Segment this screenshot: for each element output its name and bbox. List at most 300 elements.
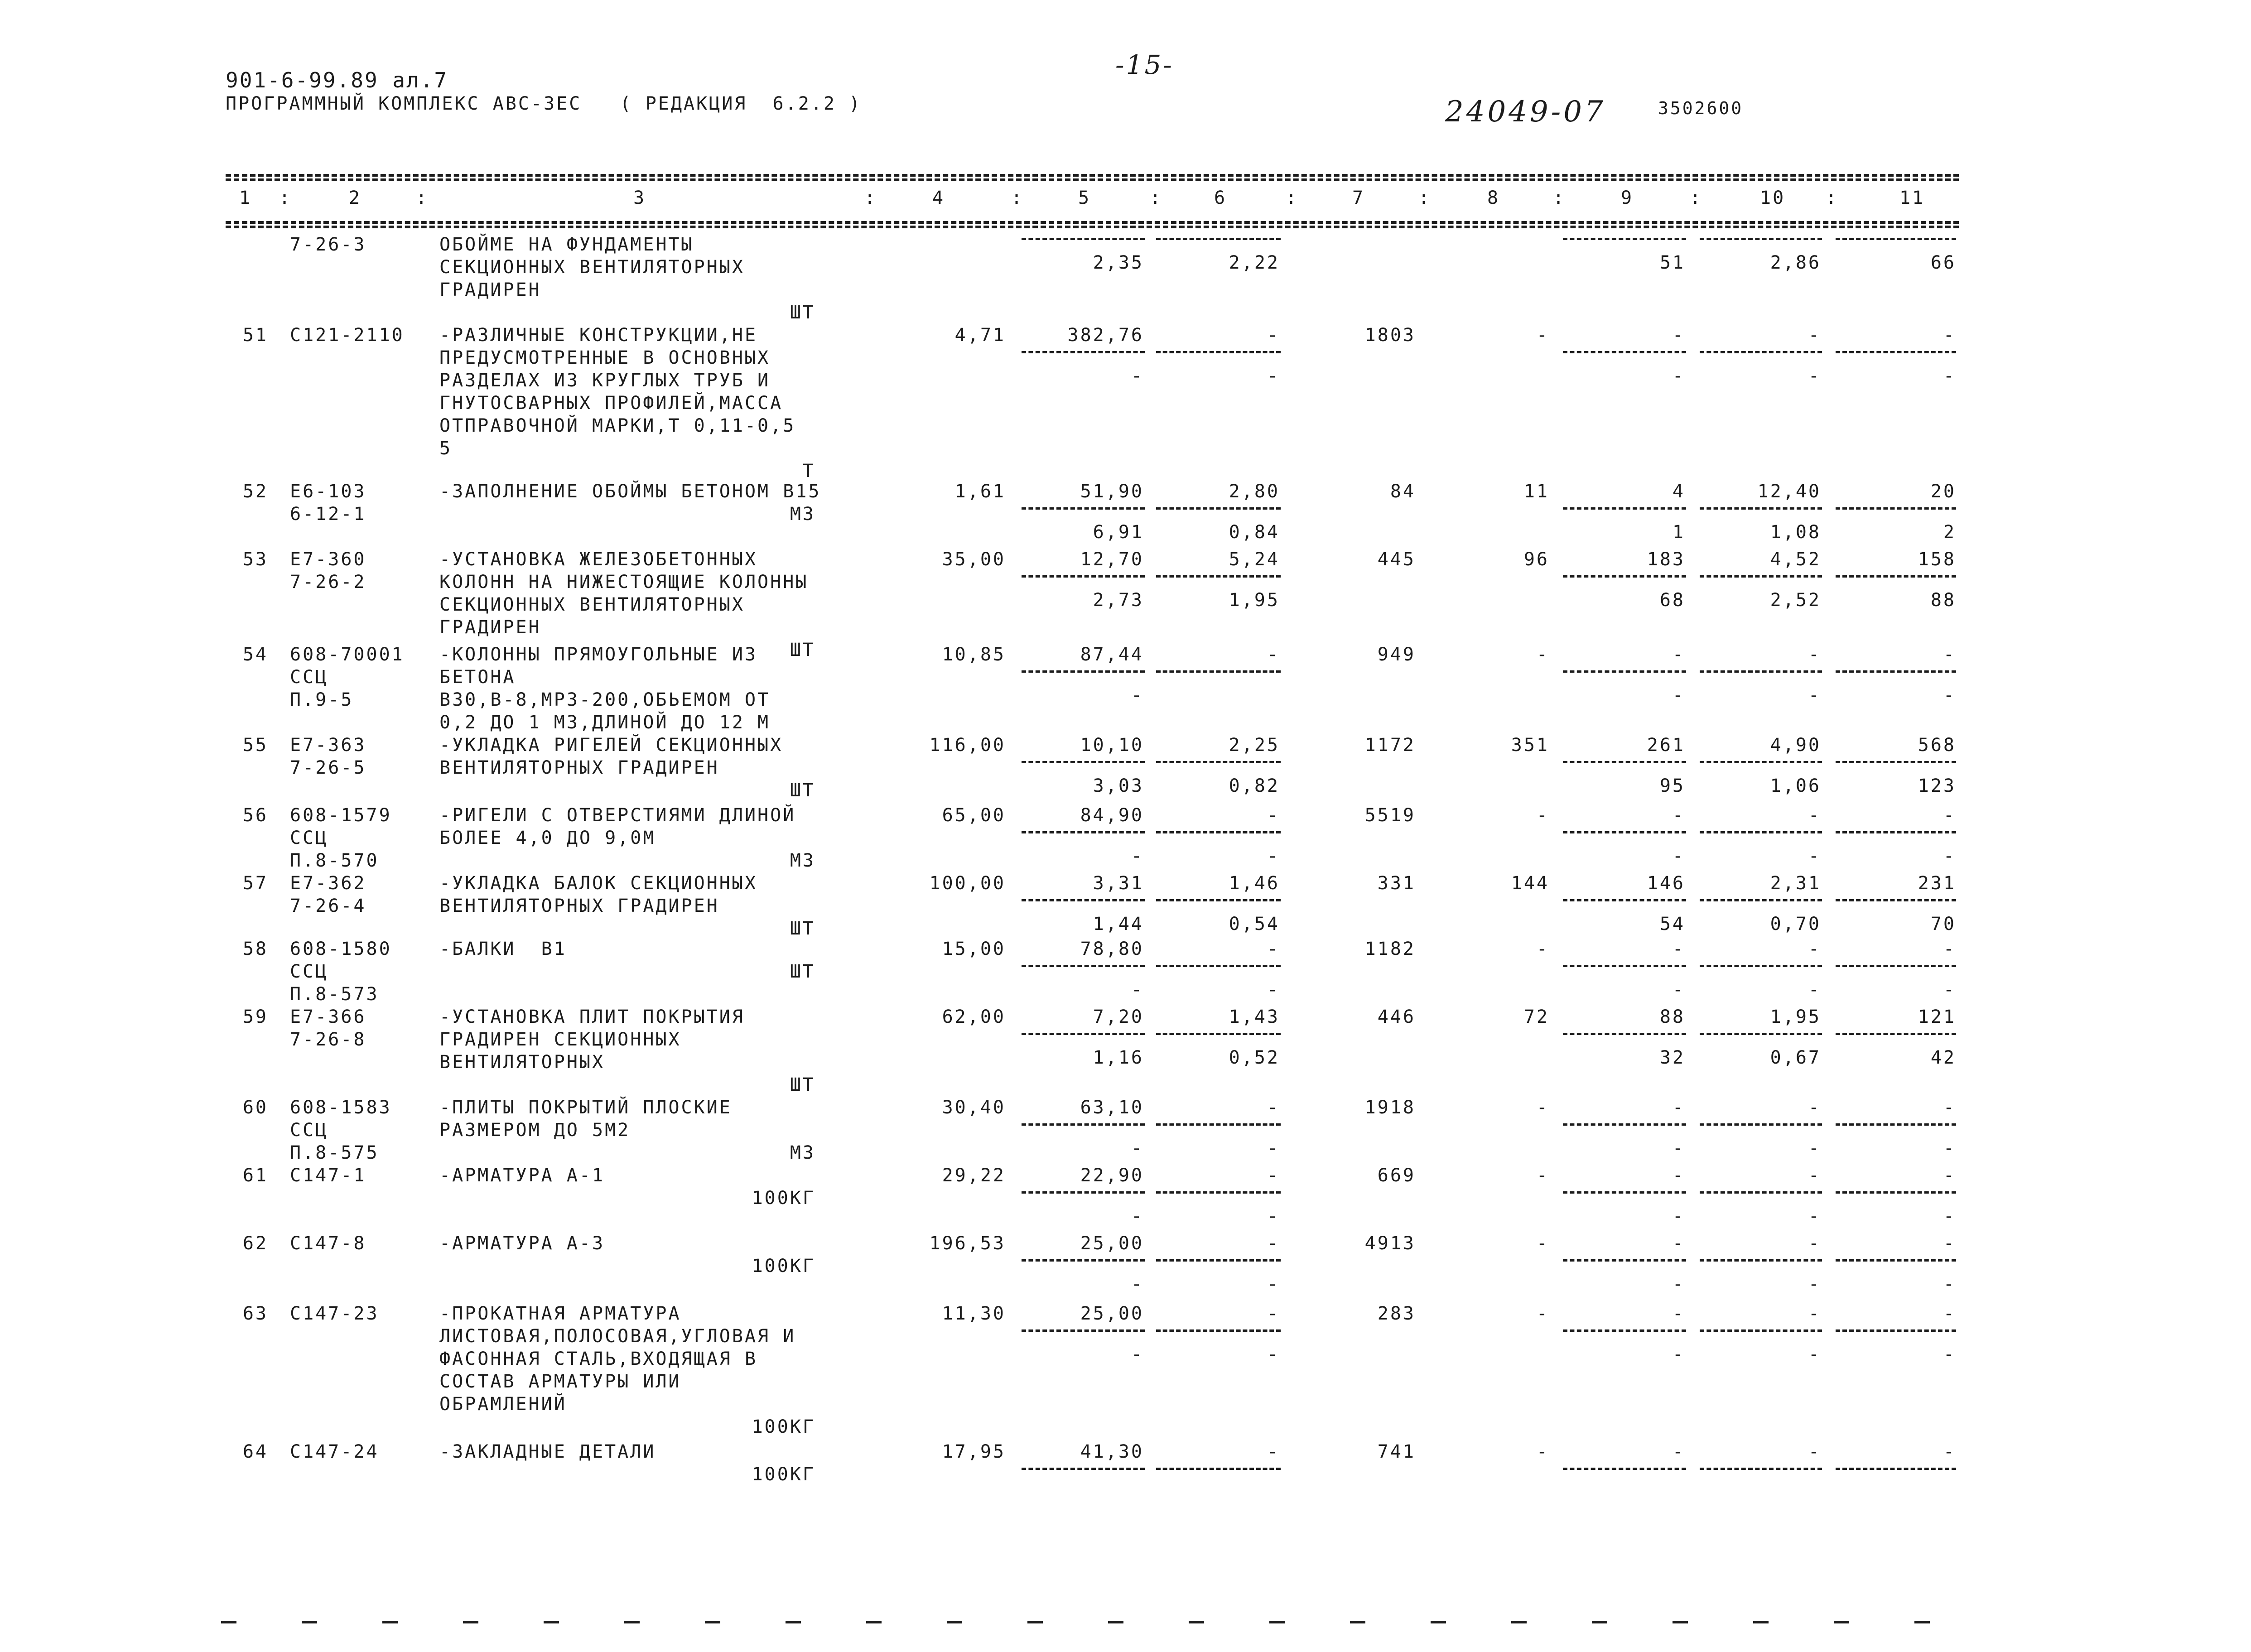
cell-c10-lower: 0,70 bbox=[1770, 914, 1821, 934]
fraction-rule bbox=[1156, 1123, 1281, 1126]
work-description: -ПЛИТЫ ПОКРЫТИЙ ПЛОСКИЕ bbox=[439, 1097, 732, 1118]
cell-c11-lower: 42 bbox=[1930, 1047, 1956, 1068]
cell-c9-upper: - bbox=[1672, 1441, 1685, 1462]
fraction-rule bbox=[1836, 507, 1956, 510]
cell-c5-lower: - bbox=[1131, 979, 1144, 1000]
fraction-rule bbox=[1022, 1259, 1145, 1262]
price-code: С121-2110 bbox=[290, 325, 405, 346]
cell-c8: - bbox=[1536, 1441, 1549, 1462]
price-code: 7-26-5 bbox=[290, 757, 366, 778]
cell-c4: 10,85 bbox=[942, 644, 1006, 665]
work-description: СОСТАВ АРМАТУРЫ ИЛИ bbox=[439, 1371, 681, 1392]
footer-dash-mark bbox=[1027, 1621, 1043, 1623]
fraction-rule bbox=[1836, 965, 1956, 967]
work-description: ФАСОННАЯ СТАЛЬ,ВХОДЯЩАЯ В bbox=[439, 1349, 758, 1369]
cell-c5-upper: 84,90 bbox=[1080, 805, 1144, 826]
cell-c5-lower: 1,44 bbox=[1093, 914, 1144, 934]
cell-c8: - bbox=[1536, 644, 1549, 665]
fraction-rule bbox=[1563, 351, 1686, 353]
unit-of-measure: ШТ bbox=[790, 640, 815, 660]
cell-c11-lower: - bbox=[1943, 979, 1956, 1000]
footer-dash-mark bbox=[544, 1621, 559, 1623]
cell-c6-upper: - bbox=[1267, 1233, 1280, 1254]
fraction-rule bbox=[1156, 351, 1281, 353]
cell-c11-upper: 20 bbox=[1930, 481, 1956, 502]
unit-of-measure: ШТ bbox=[790, 918, 815, 939]
cell-c9-upper: 88 bbox=[1659, 1007, 1685, 1027]
cell-c5-lower: - bbox=[1131, 1274, 1144, 1295]
cell-c11-lower: - bbox=[1943, 366, 1956, 386]
footer-dash-mark bbox=[866, 1621, 882, 1623]
cell-c9-lower: - bbox=[1672, 846, 1685, 867]
cell-c10-upper: - bbox=[1808, 1441, 1821, 1462]
fraction-rule bbox=[1700, 1329, 1822, 1332]
cell-c6-upper: - bbox=[1267, 939, 1280, 959]
cell-c11-lower: - bbox=[1943, 846, 1956, 867]
row-number: 62 bbox=[242, 1233, 268, 1254]
price-code: Е7-362 bbox=[290, 873, 366, 894]
cell-c11-lower: - bbox=[1943, 1206, 1956, 1227]
cell-c11-upper: - bbox=[1943, 1441, 1956, 1462]
footer-dash-mark bbox=[1350, 1621, 1365, 1623]
fraction-rule bbox=[1022, 507, 1145, 510]
cell-c10-upper: 1,95 bbox=[1770, 1007, 1821, 1027]
fraction-rule bbox=[1836, 899, 1956, 901]
column-header-2: 2 bbox=[349, 188, 362, 208]
cell-c6-upper: 1,43 bbox=[1229, 1007, 1280, 1027]
fraction-rule bbox=[1022, 670, 1145, 673]
cell-c6-upper: - bbox=[1267, 325, 1280, 346]
cell-c5-lower: - bbox=[1131, 1138, 1144, 1159]
work-description: СЕКЦИОННЫХ ВЕНТИЛЯТОРНЫХ bbox=[439, 594, 745, 615]
price-code: ССЦ bbox=[290, 667, 328, 688]
work-description: БЕТОНА bbox=[439, 667, 516, 688]
header-rule-bottom-2 bbox=[226, 226, 1959, 228]
work-description: ГРАДИРЕН СЕКЦИОННЫХ bbox=[439, 1029, 681, 1050]
cell-c11-upper: - bbox=[1943, 644, 1956, 665]
cell-c9-lower: - bbox=[1672, 1138, 1685, 1159]
column-header-10: 10 bbox=[1760, 188, 1786, 208]
cell-c9-lower: - bbox=[1672, 1274, 1685, 1295]
cell-c8: - bbox=[1536, 1303, 1549, 1324]
column-header-9: 9 bbox=[1621, 188, 1634, 208]
work-description: СЕКЦИОННЫХ ВЕНТИЛЯТОРНЫХ bbox=[439, 257, 745, 278]
fraction-rule bbox=[1700, 1468, 1822, 1470]
work-description: ЛИСТОВАЯ,ПОЛОСОВАЯ,УГЛОВАЯ И bbox=[439, 1326, 796, 1347]
cell-c6-upper: 1,46 bbox=[1229, 873, 1280, 894]
column-header-11: 11 bbox=[1899, 188, 1925, 208]
footer-dash-mark bbox=[1914, 1621, 1930, 1623]
cell-c9-lower: 54 bbox=[1659, 914, 1685, 934]
fraction-rule bbox=[1836, 1468, 1956, 1470]
work-description: ОБОЙМЕ НА ФУНДАМЕНТЫ bbox=[439, 234, 694, 255]
cell-c7: 1172 bbox=[1364, 735, 1416, 756]
row-number: 54 bbox=[242, 644, 268, 665]
cell-c10-lower: - bbox=[1808, 979, 1821, 1000]
fraction-rule bbox=[1563, 1468, 1686, 1470]
cell-c6-lower: 0,82 bbox=[1229, 775, 1280, 796]
cell-c6-upper: 2,25 bbox=[1229, 735, 1280, 756]
cell-c5-lower: 1,16 bbox=[1093, 1047, 1144, 1068]
header-rule-top-2 bbox=[226, 178, 1959, 181]
work-description: БОЛЕЕ 4,0 ДО 9,0М bbox=[439, 828, 656, 848]
column-separator: : bbox=[1690, 188, 1703, 208]
cell-c5-upper: 87,44 bbox=[1080, 644, 1144, 665]
stamp-code: 3502600 bbox=[1658, 98, 1744, 118]
fraction-rule bbox=[1700, 351, 1822, 353]
cell-c6-upper: 5,24 bbox=[1229, 549, 1280, 570]
fraction-rule bbox=[1700, 1033, 1822, 1035]
row-number: 57 bbox=[242, 873, 268, 894]
cell-c11-upper: 231 bbox=[1918, 873, 1956, 894]
cell-c9-lower: 51 bbox=[1659, 252, 1685, 273]
cell-c9-lower: - bbox=[1672, 979, 1685, 1000]
cell-c10-lower: 1,06 bbox=[1770, 775, 1821, 796]
price-code: 608-70001 bbox=[290, 644, 405, 665]
cell-c6-lower: 0,52 bbox=[1229, 1047, 1280, 1068]
cell-c11-upper: 568 bbox=[1918, 735, 1956, 756]
work-description: ГНУТОСВАРНЫХ ПРОФИЛЕЙ,МАССА bbox=[439, 393, 783, 414]
price-code: Е7-363 bbox=[290, 735, 366, 756]
fraction-rule bbox=[1700, 238, 1822, 240]
fraction-rule bbox=[1022, 1191, 1145, 1194]
footer-dash-mark bbox=[947, 1621, 962, 1623]
cell-c5-upper: 41,30 bbox=[1080, 1441, 1144, 1462]
work-description: -ПРОКАТНАЯ АРМАТУРА bbox=[439, 1303, 681, 1324]
cell-c4: 196,53 bbox=[929, 1233, 1006, 1254]
fraction-rule bbox=[1563, 1033, 1686, 1035]
row-number: 63 bbox=[242, 1303, 268, 1324]
cell-c9-upper: - bbox=[1672, 1165, 1685, 1186]
cell-c6-lower: 1,95 bbox=[1229, 590, 1280, 611]
fraction-rule bbox=[1022, 831, 1145, 833]
cell-c9-upper: - bbox=[1672, 805, 1685, 826]
work-description: РАЗДЕЛАХ ИЗ КРУГЛЫХ ТРУБ И bbox=[439, 370, 771, 391]
work-description: 5 bbox=[439, 438, 453, 459]
price-code: ССЦ bbox=[290, 828, 328, 848]
work-description: -ЗАПОЛНЕНИЕ ОБОЙМЫ БЕТОНОМ В15 bbox=[439, 481, 821, 502]
cell-c7: 741 bbox=[1377, 1441, 1416, 1462]
cell-c9-lower: 1 bbox=[1672, 522, 1685, 543]
cell-c6-lower: - bbox=[1267, 1344, 1280, 1365]
cell-c11-lower: 66 bbox=[1930, 252, 1956, 273]
column-header-3: 3 bbox=[633, 188, 646, 208]
cell-c11-upper: 158 bbox=[1918, 549, 1956, 570]
work-description: ОТПРАВОЧНОЙ МАРКИ,Т 0,11-0,5 bbox=[439, 415, 796, 436]
price-code: 6-12-1 bbox=[290, 504, 366, 525]
cell-c6-upper: - bbox=[1267, 644, 1280, 665]
price-code: П.9-5 bbox=[290, 689, 354, 710]
document-code: 901-6-99.89 ал.7 bbox=[226, 68, 448, 92]
cell-c11-upper: - bbox=[1943, 1233, 1956, 1254]
price-code: С147-8 bbox=[290, 1233, 366, 1254]
work-description: -УСТАНОВКА ПЛИТ ПОКРЫТИЯ bbox=[439, 1007, 745, 1027]
page-number: -15- bbox=[1115, 49, 1174, 80]
column-separator: : bbox=[1418, 188, 1432, 208]
fraction-rule bbox=[1836, 238, 1956, 240]
fraction-rule bbox=[1563, 1259, 1686, 1262]
cell-c11-lower: 88 bbox=[1930, 590, 1956, 611]
column-separator: : bbox=[279, 188, 292, 208]
cell-c4: 11,30 bbox=[942, 1303, 1006, 1324]
fraction-rule bbox=[1563, 238, 1686, 240]
work-description: -УСТАНОВКА ЖЕЛЕЗОБЕТОННЫХ bbox=[439, 549, 758, 570]
cell-c7: 1918 bbox=[1364, 1097, 1416, 1118]
work-description: -КОЛОННЫ ПРЯМОУГОЛЬНЫЕ ИЗ bbox=[439, 644, 758, 665]
unit-of-measure: ШТ bbox=[790, 961, 815, 982]
fraction-rule bbox=[1563, 1329, 1686, 1332]
unit-of-measure: ШТ bbox=[790, 780, 815, 801]
row-number: 56 bbox=[242, 805, 268, 826]
row-number: 60 bbox=[242, 1097, 268, 1118]
cell-c7: 669 bbox=[1377, 1165, 1416, 1186]
price-code: П.8-575 bbox=[290, 1142, 379, 1163]
cell-c8: - bbox=[1536, 939, 1549, 959]
work-description: -УКЛАДКА БАЛОК СЕКЦИОННЫХ bbox=[439, 873, 758, 894]
price-code: 608-1580 bbox=[290, 939, 392, 959]
fraction-rule bbox=[1156, 831, 1281, 833]
cell-c6-lower: 0,54 bbox=[1229, 914, 1280, 934]
cell-c11-upper: - bbox=[1943, 1303, 1956, 1324]
price-code: ССЦ bbox=[290, 961, 328, 982]
cell-c6-lower: - bbox=[1267, 846, 1280, 867]
cell-c9-upper: - bbox=[1672, 1303, 1685, 1324]
fraction-rule bbox=[1563, 1123, 1686, 1126]
cell-c11-lower: - bbox=[1943, 685, 1956, 706]
fraction-rule bbox=[1836, 761, 1956, 763]
fraction-rule bbox=[1022, 899, 1145, 901]
cell-c5-lower: - bbox=[1131, 366, 1144, 386]
work-description: В30,В-8,МР3-200,ОБЬЕМОМ ОТ bbox=[439, 689, 771, 710]
cell-c6-lower: - bbox=[1267, 979, 1280, 1000]
cell-c10-upper: - bbox=[1808, 805, 1821, 826]
cell-c11-lower: - bbox=[1943, 1344, 1956, 1365]
price-code: Е7-366 bbox=[290, 1007, 366, 1027]
cell-c7: 446 bbox=[1377, 1007, 1416, 1027]
cell-c11-upper: - bbox=[1943, 939, 1956, 959]
fraction-rule bbox=[1563, 965, 1686, 967]
fraction-rule bbox=[1836, 575, 1956, 578]
footer-dash-mark bbox=[302, 1621, 317, 1623]
cell-c9-upper: - bbox=[1672, 325, 1685, 346]
unit-of-measure: Т bbox=[802, 461, 815, 482]
fraction-rule bbox=[1700, 831, 1822, 833]
fraction-rule bbox=[1156, 507, 1281, 510]
cell-c9-upper: - bbox=[1672, 939, 1685, 959]
column-header-6: 6 bbox=[1214, 188, 1227, 208]
cell-c10-upper: - bbox=[1808, 644, 1821, 665]
cell-c11-lower: - bbox=[1943, 1274, 1956, 1295]
cell-c5-lower: 2,73 bbox=[1093, 590, 1144, 611]
footer-dash-mark bbox=[705, 1621, 720, 1623]
footer-dash-mark bbox=[1511, 1621, 1527, 1623]
cell-c6-upper: - bbox=[1267, 1303, 1280, 1324]
fraction-rule bbox=[1836, 831, 1956, 833]
header-rule-top bbox=[226, 174, 1959, 177]
header-rule-bottom bbox=[226, 221, 1959, 224]
cell-c5-upper: 51,90 bbox=[1080, 481, 1144, 502]
row-number: 58 bbox=[242, 939, 268, 959]
column-separator: : bbox=[1011, 188, 1024, 208]
row-number: 64 bbox=[242, 1441, 268, 1462]
fraction-rule bbox=[1836, 670, 1956, 673]
cell-c8: - bbox=[1536, 325, 1549, 346]
unit-of-measure: М3 bbox=[790, 1142, 815, 1163]
cell-c6-upper: - bbox=[1267, 1097, 1280, 1118]
footer-dash-mark bbox=[382, 1621, 398, 1623]
column-separator: : bbox=[1286, 188, 1299, 208]
work-description: -БАЛКИ В1 bbox=[439, 939, 567, 959]
cell-c8: - bbox=[1536, 1165, 1549, 1186]
footer-dash-mark bbox=[1189, 1621, 1204, 1623]
cell-c7: 1182 bbox=[1364, 939, 1416, 959]
footer-dash-mark bbox=[1108, 1621, 1123, 1623]
fraction-rule bbox=[1563, 575, 1686, 578]
cell-c6-lower: - bbox=[1267, 366, 1280, 386]
fraction-rule bbox=[1022, 761, 1145, 763]
fraction-rule bbox=[1156, 575, 1281, 578]
column-separator: : bbox=[416, 188, 429, 208]
unit-of-measure: 100КГ bbox=[752, 1416, 815, 1437]
cell-c6-upper: - bbox=[1267, 1165, 1280, 1186]
fraction-rule bbox=[1022, 1468, 1145, 1470]
cell-c7: 949 bbox=[1377, 644, 1416, 665]
cell-c9-upper: 4 bbox=[1672, 481, 1685, 502]
row-number: 52 bbox=[242, 481, 268, 502]
fraction-rule bbox=[1022, 351, 1145, 353]
cell-c5-upper: 25,00 bbox=[1080, 1303, 1144, 1324]
cell-c10-upper: 12,40 bbox=[1757, 481, 1821, 502]
fraction-rule bbox=[1700, 1191, 1822, 1194]
cell-c8: - bbox=[1536, 1233, 1549, 1254]
work-description: -УКЛАДКА РИГЕЛЕЙ СЕКЦИОННЫХ bbox=[439, 735, 783, 756]
work-description: -АРМАТУРА А-1 bbox=[439, 1165, 605, 1186]
cell-c10-lower: - bbox=[1808, 1344, 1821, 1365]
cell-c10-upper: 4,90 bbox=[1770, 735, 1821, 756]
unit-of-measure: 100КГ bbox=[752, 1256, 815, 1276]
cell-c5-upper: 22,90 bbox=[1080, 1165, 1144, 1186]
cell-c10-lower: - bbox=[1808, 846, 1821, 867]
cell-c5-lower: 6,91 bbox=[1093, 522, 1144, 543]
cell-c10-lower: - bbox=[1808, 1138, 1821, 1159]
work-description: РАЗМЕРОМ ДО 5М2 bbox=[439, 1120, 631, 1141]
footer-dash-mark bbox=[786, 1621, 801, 1623]
price-code: 608-1583 bbox=[290, 1097, 392, 1118]
cell-c4: 30,40 bbox=[942, 1097, 1006, 1118]
work-description: -РИГЕЛИ С ОТВЕРСТИЯМИ ДЛИНОЙ bbox=[439, 805, 796, 826]
cell-c5-upper: 78,80 bbox=[1080, 939, 1144, 959]
cell-c9-lower: 68 bbox=[1659, 590, 1685, 611]
cell-c6-upper: - bbox=[1267, 805, 1280, 826]
cell-c7: 84 bbox=[1390, 481, 1416, 502]
cell-c9-lower: 95 bbox=[1659, 775, 1685, 796]
price-code: С147-24 bbox=[290, 1441, 379, 1462]
unit-of-measure: ШТ bbox=[790, 302, 815, 323]
fraction-rule bbox=[1156, 670, 1281, 673]
price-code: 7-26-4 bbox=[290, 896, 366, 916]
fraction-rule bbox=[1563, 1191, 1686, 1194]
cell-c5-lower: - bbox=[1131, 846, 1144, 867]
footer-dash-mark bbox=[1269, 1621, 1285, 1623]
price-code: 7-26-2 bbox=[290, 572, 366, 592]
cell-c5-upper: 63,10 bbox=[1080, 1097, 1144, 1118]
fraction-rule bbox=[1563, 831, 1686, 833]
footer-dash-mark bbox=[1753, 1621, 1769, 1623]
cell-c4: 35,00 bbox=[942, 549, 1006, 570]
price-code: П.8-573 bbox=[290, 984, 379, 1005]
footer-dash-mark bbox=[221, 1621, 236, 1623]
cell-c7: 331 bbox=[1377, 873, 1416, 894]
price-code: Е6-103 bbox=[290, 481, 366, 502]
cell-c11-upper: - bbox=[1943, 1165, 1956, 1186]
column-separator: : bbox=[1826, 188, 1839, 208]
cell-c10-lower: - bbox=[1808, 1274, 1821, 1295]
cell-c11-upper: - bbox=[1943, 325, 1956, 346]
cell-c6-lower: - bbox=[1267, 1138, 1280, 1159]
cell-c4: 17,95 bbox=[942, 1441, 1006, 1462]
work-description: -РАЗЛИЧНЫЕ КОНСТРУКЦИИ,НЕ bbox=[439, 325, 758, 346]
cell-c9-upper: - bbox=[1672, 1097, 1685, 1118]
work-description: ВЕНТИЛЯТОРНЫХ bbox=[439, 1052, 605, 1073]
fraction-rule bbox=[1563, 507, 1686, 510]
cell-c4: 29,22 bbox=[942, 1165, 1006, 1186]
cell-c9-upper: 261 bbox=[1647, 735, 1685, 756]
cell-c9-lower: - bbox=[1672, 1206, 1685, 1227]
fraction-rule bbox=[1836, 1191, 1956, 1194]
cell-c5-upper: 7,20 bbox=[1093, 1007, 1144, 1027]
work-description: ПРЕДУСМОТРЕННЫЕ В ОСНОВНЫХ bbox=[439, 347, 771, 368]
cell-c4: 4,71 bbox=[954, 325, 1006, 346]
column-header-4: 4 bbox=[932, 188, 945, 208]
cell-c7: 283 bbox=[1377, 1303, 1416, 1324]
cell-c5-lower: - bbox=[1131, 1206, 1144, 1227]
work-description: ОБРАМЛЕНИЙ bbox=[439, 1394, 567, 1415]
cell-c7: 4913 bbox=[1364, 1233, 1416, 1254]
fraction-rule bbox=[1700, 761, 1822, 763]
column-header-1: 1 bbox=[239, 188, 252, 208]
cell-c10-upper: - bbox=[1808, 325, 1821, 346]
footer-dash-mark bbox=[463, 1621, 478, 1623]
fraction-rule bbox=[1022, 1123, 1145, 1126]
price-code: Е7-360 bbox=[290, 549, 366, 570]
cell-c5-upper: 25,00 bbox=[1080, 1233, 1144, 1254]
fraction-rule bbox=[1156, 965, 1281, 967]
fraction-rule bbox=[1700, 575, 1822, 578]
cell-c5-upper: 3,31 bbox=[1093, 873, 1144, 894]
cell-c7: 5519 bbox=[1364, 805, 1416, 826]
fraction-rule bbox=[1022, 238, 1145, 240]
fraction-rule bbox=[1700, 1259, 1822, 1262]
row-number: 51 bbox=[242, 325, 268, 346]
cell-c4: 116,00 bbox=[929, 735, 1006, 756]
unit-of-measure: ШТ bbox=[790, 1074, 815, 1095]
fraction-rule bbox=[1836, 1259, 1956, 1262]
footer-dash-mark bbox=[624, 1621, 640, 1623]
cell-c10-lower: 2,86 bbox=[1770, 252, 1821, 273]
cell-c6-upper: 2,80 bbox=[1229, 481, 1280, 502]
fraction-rule bbox=[1156, 1468, 1281, 1470]
work-description: 0,2 ДО 1 М3,ДЛИНОЙ ДО 12 М bbox=[439, 712, 771, 733]
cell-c10-lower: 0,67 bbox=[1770, 1047, 1821, 1068]
cell-c11-lower: 2 bbox=[1943, 522, 1956, 543]
fraction-rule bbox=[1156, 1191, 1281, 1194]
fraction-rule bbox=[1156, 1329, 1281, 1332]
cell-c11-upper: - bbox=[1943, 805, 1956, 826]
column-header-7: 7 bbox=[1352, 188, 1365, 208]
cell-c4: 65,00 bbox=[942, 805, 1006, 826]
footer-dash-mark bbox=[1592, 1621, 1607, 1623]
cell-c5-upper: 382,76 bbox=[1067, 325, 1144, 346]
